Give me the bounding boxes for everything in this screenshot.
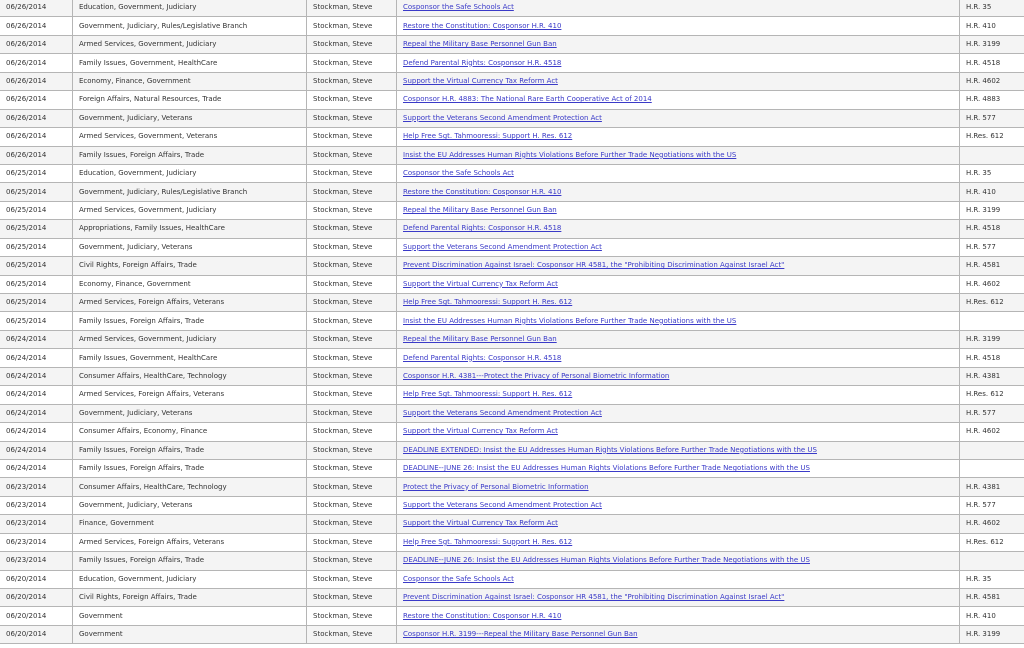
member-cell: Stockman, Steve xyxy=(307,570,397,588)
action-cell xyxy=(397,238,960,256)
issues-cell: Government, Judiciary, Veterans xyxy=(73,109,307,127)
date-cell: 06/26/2014 xyxy=(0,146,73,164)
issues-cell: Finance, Government xyxy=(73,515,307,533)
table-row xyxy=(0,91,1024,109)
bill-cell: H.R. 577 xyxy=(960,109,1024,127)
bill-cell: H.R. 4602 xyxy=(960,423,1024,441)
bill-cell: H.R. 4518 xyxy=(960,220,1024,238)
member-cell: Stockman, Steve xyxy=(307,146,397,164)
member-cell: Stockman, Steve xyxy=(307,589,397,607)
action-cell xyxy=(397,128,960,146)
action-cell xyxy=(397,459,960,477)
action-link[interactable]: Defend Parental Rights: Cosponsor H.R. 4518 xyxy=(403,58,562,67)
issues-cell: Government, Judiciary, Veterans xyxy=(73,404,307,422)
action-cell xyxy=(397,349,960,367)
date-cell: 06/24/2014 xyxy=(0,330,73,348)
action-cell xyxy=(397,72,960,90)
action-cell xyxy=(397,404,960,422)
action-cell xyxy=(397,91,960,109)
table-row xyxy=(0,533,1024,551)
issues-cell: Family Issues, Foreign Affairs, Trade xyxy=(73,146,307,164)
issues-cell: Armed Services, Foreign Affairs, Veterans xyxy=(73,533,307,551)
issues-cell: Family Issues, Foreign Affairs, Trade xyxy=(73,552,307,570)
table-row xyxy=(0,478,1024,496)
action-cell xyxy=(397,367,960,385)
bill-cell: H.R. 4602 xyxy=(960,275,1024,293)
action-cell xyxy=(397,312,960,330)
action-cell xyxy=(397,515,960,533)
bill-cell: H.Res. 612 xyxy=(960,294,1024,312)
member-cell: Stockman, Steve xyxy=(307,478,397,496)
issues-cell: Government, Judiciary, Rules/Legislative Branch xyxy=(73,17,307,35)
member-cell: Stockman, Steve xyxy=(307,459,397,477)
action-cell xyxy=(397,257,960,275)
date-cell: 06/23/2014 xyxy=(0,478,73,496)
action-cell xyxy=(397,496,960,514)
date-cell: 06/25/2014 xyxy=(0,183,73,201)
table-row xyxy=(0,275,1024,293)
table-row xyxy=(0,459,1024,477)
member-cell: Stockman, Steve xyxy=(307,183,397,201)
bill-cell: H.R. 4518 xyxy=(960,54,1024,72)
date-cell: 06/26/2014 xyxy=(0,91,73,109)
table-row xyxy=(0,386,1024,404)
bill-cell: H.R. 35 xyxy=(960,164,1024,182)
member-cell: Stockman, Steve xyxy=(307,349,397,367)
table-row xyxy=(0,515,1024,533)
issues-cell: Foreign Affairs, Natural Resources, Trade xyxy=(73,91,307,109)
action-link[interactable]: Defend Parental Rights: Cosponsor H.R. 4518 xyxy=(403,224,562,233)
table-row xyxy=(0,128,1024,146)
bill-cell: H.R. 4581 xyxy=(960,589,1024,607)
action-link[interactable]: Cosponsor H.R. 4381---Protect the Privacy of Personal Biometric Information xyxy=(403,371,670,380)
date-cell: 06/20/2014 xyxy=(0,625,73,643)
member-cell: Stockman, Steve xyxy=(307,423,397,441)
table-row xyxy=(0,201,1024,219)
member-cell: Stockman, Steve xyxy=(307,404,397,422)
table-row xyxy=(0,109,1024,127)
member-cell: Stockman, Steve xyxy=(307,496,397,514)
issues-cell: Armed Services, Foreign Affairs, Veterans xyxy=(73,386,307,404)
action-link[interactable]: Support the Virtual Currency Tax Reform Act xyxy=(403,427,558,436)
member-cell: Stockman, Steve xyxy=(307,533,397,551)
issues-cell: Armed Services, Government, Judiciary xyxy=(73,201,307,219)
action-cell xyxy=(397,589,960,607)
member-cell: Stockman, Steve xyxy=(307,257,397,275)
member-cell: Stockman, Steve xyxy=(307,386,397,404)
bill-cell xyxy=(960,459,1024,477)
action-link[interactable]: Prevent Discrimination Against Israel: Cosponsor HR 4581, the "Prohibiting Discrimination Against Israel Act" xyxy=(403,261,785,270)
issues-cell: Armed Services, Government, Veterans xyxy=(73,128,307,146)
action-link[interactable]: Repeal the Military Base Personnel Gun Ban xyxy=(403,206,557,215)
table-row xyxy=(0,257,1024,275)
date-cell: 06/25/2014 xyxy=(0,220,73,238)
issues-cell: Consumer Affairs, HealthCare, Technology xyxy=(73,478,307,496)
action-cell xyxy=(397,607,960,625)
table-row xyxy=(0,607,1024,625)
bill-cell: H.R. 410 xyxy=(960,17,1024,35)
member-cell: Stockman, Steve xyxy=(307,312,397,330)
member-cell: Stockman, Steve xyxy=(307,164,397,182)
table-row xyxy=(0,552,1024,570)
bill-cell: H.R. 3199 xyxy=(960,201,1024,219)
date-cell: 06/20/2014 xyxy=(0,589,73,607)
action-cell xyxy=(397,386,960,404)
bill-cell: H.R. 577 xyxy=(960,496,1024,514)
issues-cell: Consumer Affairs, Economy, Finance xyxy=(73,423,307,441)
action-cell xyxy=(397,17,960,35)
action-link[interactable]: Cosponsor H.R. 4883: The National Rare Earth Cooperative Act of 2014 xyxy=(403,95,652,104)
table-row xyxy=(0,496,1024,514)
action-cell xyxy=(397,35,960,53)
member-cell: Stockman, Steve xyxy=(307,128,397,146)
action-cell xyxy=(397,625,960,643)
issues-cell: Government, Judiciary, Veterans xyxy=(73,238,307,256)
member-cell: Stockman, Steve xyxy=(307,330,397,348)
member-cell: Stockman, Steve xyxy=(307,91,397,109)
action-link[interactable]: Support the Virtual Currency Tax Reform Act xyxy=(403,519,558,528)
issues-cell: Family Issues, Foreign Affairs, Trade xyxy=(73,441,307,459)
action-link[interactable]: Protect the Privacy of Personal Biometric Information xyxy=(403,482,589,491)
action-link[interactable]: Support the Veterans Second Amendment Protection Act xyxy=(403,501,602,510)
table-row xyxy=(0,349,1024,367)
issues-cell: Government xyxy=(73,607,307,625)
action-link[interactable]: Repeal the Military Base Personnel Gun Ban xyxy=(403,335,557,344)
date-cell: 06/25/2014 xyxy=(0,164,73,182)
issues-cell: Consumer Affairs, HealthCare, Technology xyxy=(73,367,307,385)
action-link[interactable]: Support the Veterans Second Amendment Protection Act xyxy=(403,408,602,417)
action-cell xyxy=(397,294,960,312)
date-cell: 06/25/2014 xyxy=(0,201,73,219)
date-cell: 06/25/2014 xyxy=(0,312,73,330)
date-cell: 06/20/2014 xyxy=(0,570,73,588)
action-cell xyxy=(397,183,960,201)
action-cell xyxy=(397,0,960,17)
action-link[interactable]: Cosponsor H.R. 3199---Repeal the Military Base Personnel Gun Ban xyxy=(403,630,638,639)
issues-cell: Armed Services, Government, Judiciary xyxy=(73,35,307,53)
bill-cell: H.R. 35 xyxy=(960,0,1024,17)
table-row xyxy=(0,589,1024,607)
date-cell: 06/23/2014 xyxy=(0,552,73,570)
bill-cell: H.R. 4602 xyxy=(960,72,1024,90)
action-cell xyxy=(397,54,960,72)
issues-cell: Government xyxy=(73,625,307,643)
action-link[interactable]: Insist the EU Addresses Human Rights Violations Before Further Trade Negotiations with the US xyxy=(403,150,737,159)
table-row xyxy=(0,238,1024,256)
bill-cell: H.R. 4883 xyxy=(960,91,1024,109)
date-cell: 06/24/2014 xyxy=(0,386,73,404)
action-link[interactable]: Support the Veterans Second Amendment Protection Act xyxy=(403,242,602,251)
date-cell: 06/25/2014 xyxy=(0,275,73,293)
action-link[interactable]: Help Free Sgt. Tahmooressi: Support H. Res. 612 xyxy=(403,132,573,141)
action-cell xyxy=(397,146,960,164)
action-link[interactable]: Prevent Discrimination Against Israel: Cosponsor HR 4581, the "Prohibiting Discrimination Against Israel Act" xyxy=(403,593,785,602)
action-link[interactable]: Restore the Constitution: Cosponsor H.R. 410 xyxy=(403,21,562,30)
date-cell: 06/26/2014 xyxy=(0,17,73,35)
bill-cell xyxy=(960,552,1024,570)
table-row xyxy=(0,54,1024,72)
table-row xyxy=(0,330,1024,348)
member-cell: Stockman, Steve xyxy=(307,220,397,238)
issues-cell: Economy, Finance, Government xyxy=(73,72,307,90)
action-cell xyxy=(397,478,960,496)
action-cell xyxy=(397,441,960,459)
member-cell: Stockman, Steve xyxy=(307,72,397,90)
table-row xyxy=(0,625,1024,643)
issues-cell: Armed Services, Government, Judiciary xyxy=(73,330,307,348)
member-cell: Stockman, Steve xyxy=(307,367,397,385)
table-row xyxy=(0,570,1024,588)
action-link[interactable]: Cosponsor the Safe Schools Act xyxy=(403,3,514,12)
action-link[interactable]: Repeal the Military Base Personnel Gun Ban xyxy=(403,40,557,49)
action-cell xyxy=(397,164,960,182)
action-link[interactable]: Restore the Constitution: Cosponsor H.R. 410 xyxy=(403,611,562,620)
bill-cell: H.R. 3199 xyxy=(960,625,1024,643)
action-link[interactable]: Restore the Constitution: Cosponsor H.R. 410 xyxy=(403,187,562,196)
action-link[interactable]: DEADLINE--JUNE 26: Insist the EU Addresses Human Rights Violations Before Further Trade Negotiations with the US xyxy=(403,464,810,473)
action-link[interactable]: Support the Virtual Currency Tax Reform Act xyxy=(403,279,558,288)
issues-cell: Education, Government, Judiciary xyxy=(73,164,307,182)
action-cell xyxy=(397,201,960,219)
issues-cell: Family Issues, Government, HealthCare xyxy=(73,54,307,72)
date-cell: 06/23/2014 xyxy=(0,533,73,551)
date-cell: 06/23/2014 xyxy=(0,515,73,533)
member-cell: Stockman, Steve xyxy=(307,275,397,293)
bill-cell: H.Res. 612 xyxy=(960,533,1024,551)
bill-cell: H.R. 4518 xyxy=(960,349,1024,367)
date-cell: 06/26/2014 xyxy=(0,109,73,127)
action-link[interactable]: DEADLINE--JUNE 26: Insist the EU Addresses Human Rights Violations Before Further Trade Negotiations with the US xyxy=(403,556,810,565)
table-row xyxy=(0,146,1024,164)
table-row xyxy=(0,0,1024,17)
issues-cell: Family Issues, Government, HealthCare xyxy=(73,349,307,367)
action-link[interactable]: Cosponsor the Safe Schools Act xyxy=(403,169,514,178)
table-row xyxy=(0,35,1024,53)
action-link[interactable]: Help Free Sgt. Tahmooressi: Support H. Res. 612 xyxy=(403,390,573,399)
date-cell: 06/26/2014 xyxy=(0,54,73,72)
date-cell: 06/26/2014 xyxy=(0,0,73,17)
table-row xyxy=(0,183,1024,201)
member-cell: Stockman, Steve xyxy=(307,441,397,459)
bill-cell: H.R. 4602 xyxy=(960,515,1024,533)
table-row xyxy=(0,17,1024,35)
issues-cell: Family Issues, Foreign Affairs, Trade xyxy=(73,459,307,477)
action-link[interactable]: Help Free Sgt. Tahmooressi: Support H. Res. 612 xyxy=(403,298,573,307)
issues-cell: Government, Judiciary, Veterans xyxy=(73,496,307,514)
date-cell: 06/23/2014 xyxy=(0,496,73,514)
action-link[interactable]: DEADLINE EXTENDED: Insist the EU Addresses Human Rights Violations Before Further Trade Negotiations with the US xyxy=(403,445,817,454)
action-link[interactable]: Support the Virtual Currency Tax Reform Act xyxy=(403,76,558,85)
table-row xyxy=(0,164,1024,182)
date-cell: 06/24/2014 xyxy=(0,459,73,477)
bill-cell: H.R. 4381 xyxy=(960,367,1024,385)
bill-cell: H.R. 3199 xyxy=(960,35,1024,53)
issues-cell: Civil Rights, Foreign Affairs, Trade xyxy=(73,257,307,275)
issues-cell: Economy, Finance, Government xyxy=(73,275,307,293)
date-cell: 06/25/2014 xyxy=(0,238,73,256)
action-link[interactable]: Insist the EU Addresses Human Rights Violations Before Further Trade Negotiations with the US xyxy=(403,316,737,325)
action-link[interactable]: Cosponsor the Safe Schools Act xyxy=(403,574,514,583)
member-cell: Stockman, Steve xyxy=(307,607,397,625)
member-cell: Stockman, Steve xyxy=(307,625,397,643)
action-cell xyxy=(397,423,960,441)
table-row xyxy=(0,220,1024,238)
action-cell xyxy=(397,275,960,293)
bill-cell: H.R. 4381 xyxy=(960,478,1024,496)
action-cell xyxy=(397,533,960,551)
action-cell xyxy=(397,552,960,570)
date-cell: 06/26/2014 xyxy=(0,72,73,90)
member-cell: Stockman, Steve xyxy=(307,201,397,219)
bill-cell: H.R. 4581 xyxy=(960,257,1024,275)
bill-cell xyxy=(960,312,1024,330)
issues-cell: Family Issues, Foreign Affairs, Trade xyxy=(73,312,307,330)
action-cell xyxy=(397,109,960,127)
action-cell xyxy=(397,220,960,238)
table-row xyxy=(0,423,1024,441)
member-cell: Stockman, Steve xyxy=(307,0,397,17)
action-cell xyxy=(397,330,960,348)
table-row xyxy=(0,404,1024,422)
member-cell: Stockman, Steve xyxy=(307,17,397,35)
date-cell: 06/26/2014 xyxy=(0,35,73,53)
member-cell: Stockman, Steve xyxy=(307,35,397,53)
issues-cell: Civil Rights, Foreign Affairs, Trade xyxy=(73,589,307,607)
action-cell xyxy=(397,570,960,588)
issues-cell: Appropriations, Family Issues, HealthCare xyxy=(73,220,307,238)
member-cell: Stockman, Steve xyxy=(307,238,397,256)
member-cell: Stockman, Steve xyxy=(307,515,397,533)
action-link[interactable]: Help Free Sgt. Tahmooressi: Support H. Res. 612 xyxy=(403,537,573,546)
table-row xyxy=(0,294,1024,312)
bill-cell xyxy=(960,146,1024,164)
member-cell: Stockman, Steve xyxy=(307,109,397,127)
date-cell: 06/26/2014 xyxy=(0,128,73,146)
date-cell: 06/24/2014 xyxy=(0,349,73,367)
bill-cell: H.R. 410 xyxy=(960,183,1024,201)
issues-cell: Education, Government, Judiciary xyxy=(73,570,307,588)
bill-cell: H.Res. 612 xyxy=(960,128,1024,146)
bill-cell xyxy=(960,441,1024,459)
date-cell: 06/24/2014 xyxy=(0,441,73,459)
action-link[interactable]: Defend Parental Rights: Cosponsor H.R. 4518 xyxy=(403,353,562,362)
issues-cell: Government, Judiciary, Rules/Legislative Branch xyxy=(73,183,307,201)
bill-cell: H.R. 35 xyxy=(960,570,1024,588)
date-cell: 06/24/2014 xyxy=(0,423,73,441)
member-cell: Stockman, Steve xyxy=(307,552,397,570)
action-link[interactable]: Support the Veterans Second Amendment Protection Act xyxy=(403,113,602,122)
date-cell: 06/24/2014 xyxy=(0,404,73,422)
date-cell: 06/20/2014 xyxy=(0,607,73,625)
bill-cell: H.R. 577 xyxy=(960,404,1024,422)
issues-cell: Education, Government, Judiciary xyxy=(73,0,307,17)
bill-cell: H.R. 577 xyxy=(960,238,1024,256)
date-cell: 06/25/2014 xyxy=(0,257,73,275)
table-row xyxy=(0,312,1024,330)
date-cell: 06/24/2014 xyxy=(0,367,73,385)
bill-cell: H.R. 410 xyxy=(960,607,1024,625)
bill-cell: H.R. 3199 xyxy=(960,330,1024,348)
bill-cell: H.Res. 612 xyxy=(960,386,1024,404)
issues-cell: Armed Services, Foreign Affairs, Veterans xyxy=(73,294,307,312)
member-cell: Stockman, Steve xyxy=(307,54,397,72)
table-row xyxy=(0,367,1024,385)
member-cell: Stockman, Steve xyxy=(307,294,397,312)
table-row xyxy=(0,72,1024,90)
date-cell: 06/25/2014 xyxy=(0,294,73,312)
table-row xyxy=(0,441,1024,459)
